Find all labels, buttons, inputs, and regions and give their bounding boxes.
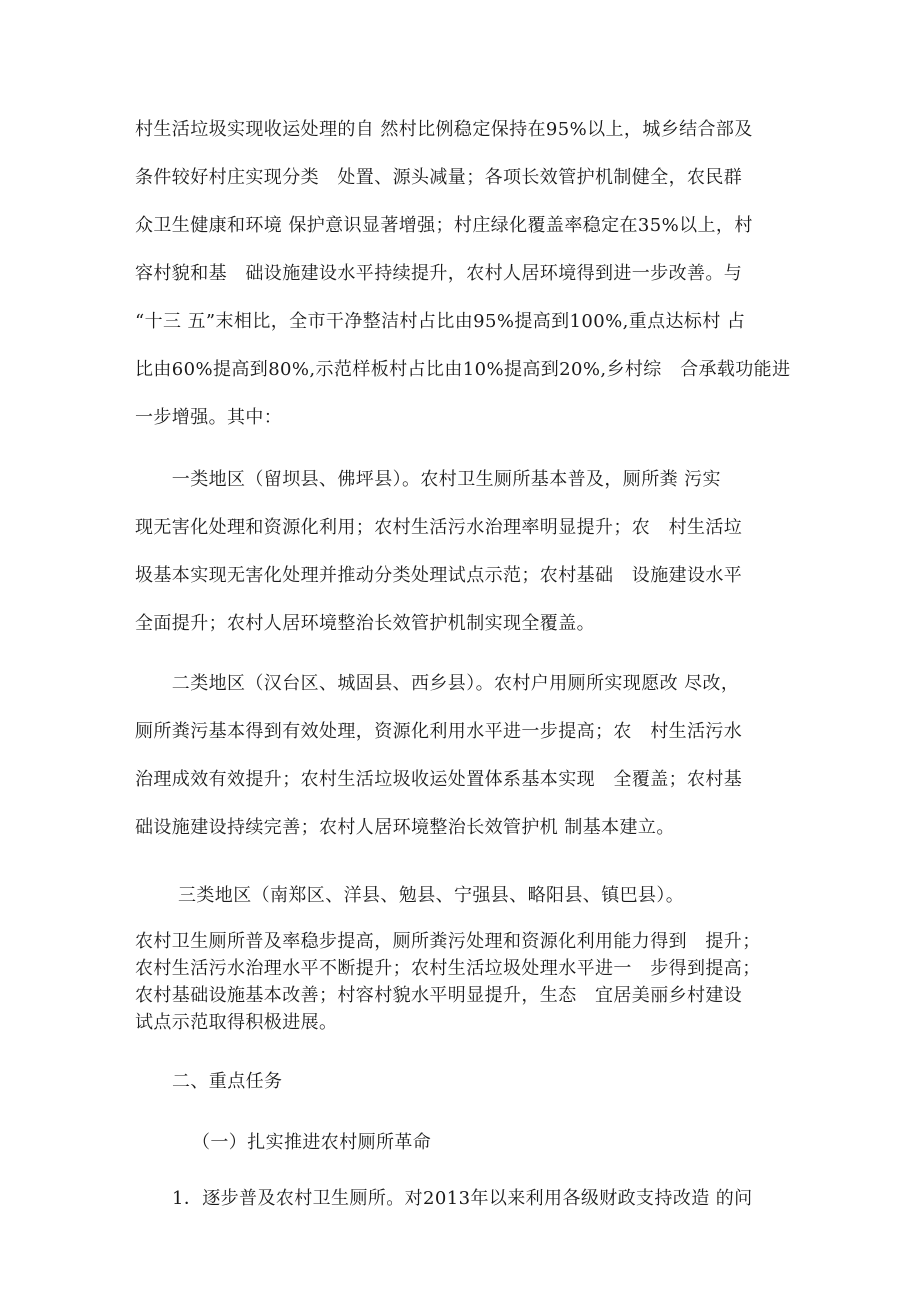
paragraph-category-two [135,660,795,852]
text-line: 村生活垃圾实现收运处理的自 然村比例稳定保持在95%以上，城乡结合部及 [135,119,753,140]
paragraph-category-three [135,928,795,1036]
text-line: 试点示范取得积极进展。 [135,1012,338,1033]
text-line: 现无害化处理和资源化利用；农村生活污水治理率明显提升；农 村生活垃 [135,517,743,538]
text-line: 众卫生健康和环境 保护意识显著增强；村庄绿化覆盖率稳定在35%以上，村 [135,215,753,236]
section-heading: 二、重点任务 [172,1071,283,1092]
text-line: 圾基本实现无害化处理并推动分类处理试点示范；农村基础 设施建设水平 [135,565,743,586]
text-line: 础设施建设持续完善；农村人居环境整治长效管护机 制基本建立。 [135,817,675,838]
text-line: 比由60%提高到80%,示范样板村占比由10%提高到20%,乡村综 合承载功能进 [135,359,791,380]
text-line: 农村基础设施基本改善；村容村貌水平明显提升，生态 宜居美丽乡村建设 [135,985,743,1006]
text-line: 全面提升；农村人居环境整治长效管护机制实现全覆盖。 [135,613,595,634]
paragraph-targets [135,106,795,442]
text-line: 治理成效有效提升；农村生活垃圾收运处置体系基本实现 全覆盖；农村基 [135,769,743,790]
text-line: 农村卫生厕所普及率稳步提高，厕所粪污处理和资源化利用能力得到 提升； [135,931,761,952]
text-line: 条件较好村庄实现分类 处置、源头减量；各项长效管护机制健全，农民群 [135,167,743,188]
paragraph-category-one [135,456,795,648]
subsection-heading: （一）扎实推进农村厕所革命 [192,1132,432,1153]
list-item: 1．逐步普及农村卫生厕所。对2013年以来利用各级财政支持改造 的问 [172,1188,753,1209]
text-line: 一步增强。其中： [135,407,283,428]
text-line: 厕所粪污基本得到有效处理，资源化利用水平进一步提高；农 村生活污水 [135,721,743,742]
text-line: 农村生活污水治理水平不断提升；农村生活垃圾处理水平进一 步得到提高； [135,958,761,979]
text-line: 一类地区（留坝县、佛坪县）。农村卫生厕所基本普及，厕所粪 污实 [135,469,721,490]
text-line: “十三 五”末相比，全市干净整洁村占比由95%提高到100%,重点达标村 占 [135,311,746,332]
text-line: 容村貌和基 础设施建设水平持续提升，农村人居环境得到进一步改善。与 [135,263,743,284]
paragraph-category-three-heading: 三类地区（南郑区、洋县、勉县、宁强县、略阳县、镇巴县）。 [178,885,685,906]
text-line: 二类地区（汉台区、城固县、西乡县）。农村户用厕所实现愿改 尽改， [135,673,740,694]
